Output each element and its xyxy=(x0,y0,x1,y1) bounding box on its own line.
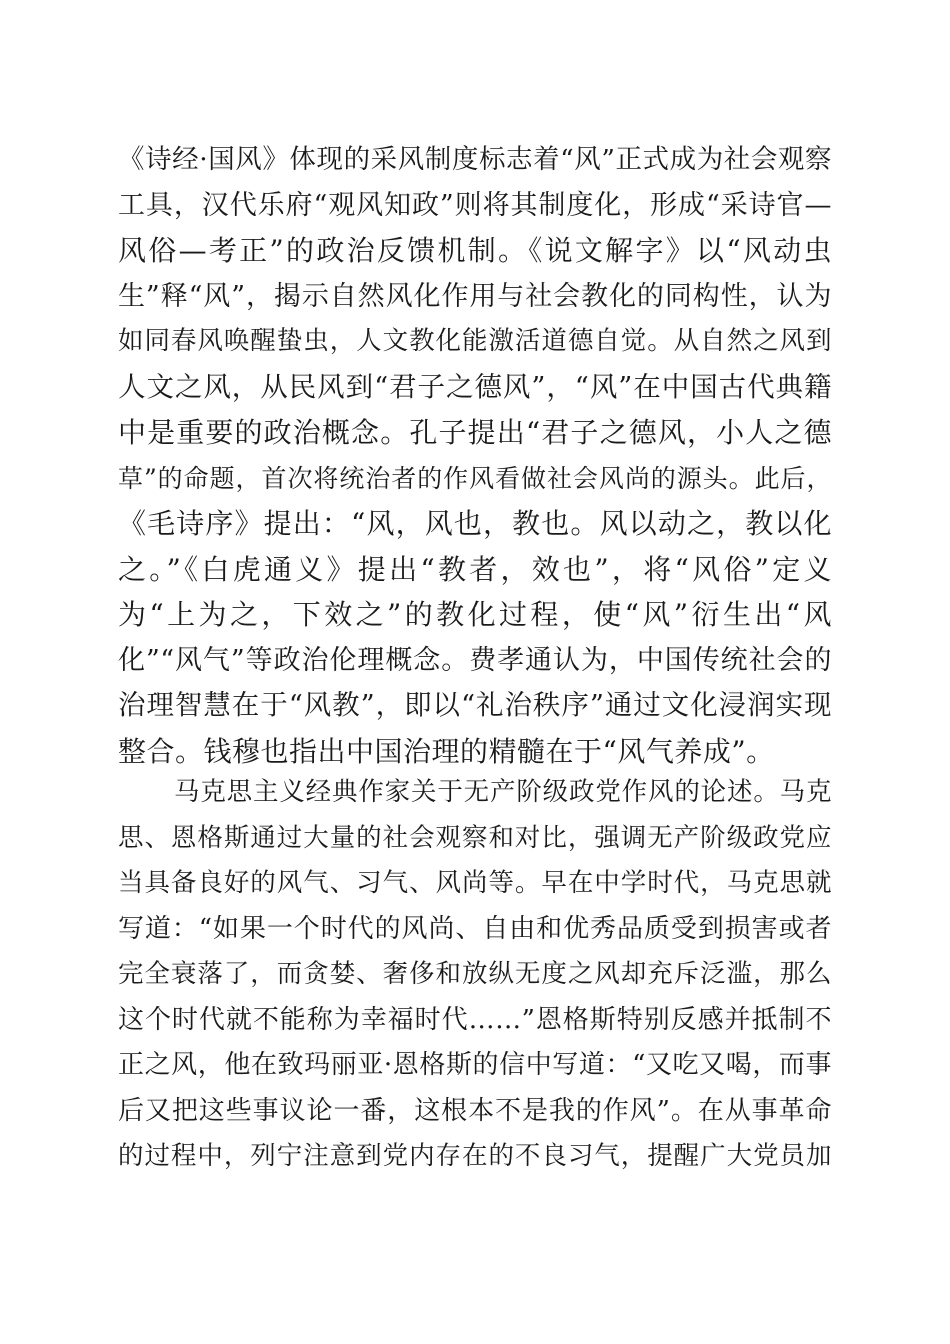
paragraph-line: 思、恩格斯通过大量的社会观察和对比，强调无产阶级政党应 xyxy=(118,822,832,853)
paragraph-1 xyxy=(118,137,832,774)
paragraph-2 xyxy=(118,770,832,1180)
paragraph-line: 草”的命题，首次将统治者的作风看做社会风尚的源头。此后， xyxy=(118,463,832,493)
paragraph-line: 《诗经·国风》体现的采风制度标志着“风”正式成为社会观察 xyxy=(118,144,832,175)
paragraph-line: 生”释“风”，揭示自然风化作用与社会教化的同构性，认为 xyxy=(118,280,832,312)
paragraph-line: 化”“风气”等政治伦理概念。费孝通认为，中国传统社会的 xyxy=(118,644,832,676)
paragraph-line: 治理智慧在于“风教”，即以“礼治秩序”通过文化浸润实现 xyxy=(118,689,832,721)
paragraph-line: 当具备良好的风气、习气、风尚等。早在中学时代，马克思就 xyxy=(118,868,832,898)
paragraph-line: 完全衰落了，而贪婪、奢侈和放纵无度之风却充斥泛滥，那么 xyxy=(118,959,832,989)
paragraph-line: 后又把这些事议论一番，这根本不是我的作风”。在从事革命 xyxy=(118,1095,832,1126)
paragraph-line: 为“上为之，下效之”的教化过程，使“风”衍生出“风 xyxy=(118,598,832,631)
paragraph-line: 马克思主义经典作家关于无产阶级政党作风的论述。马克 xyxy=(174,777,832,807)
paragraph-line: 整合。钱穆也指出中国治理的精髓在于“风气养成”。 xyxy=(118,734,775,768)
paragraph-line: 如同春风唤醒蛰虫，人文教化能激活道德自觉。从自然之风到 xyxy=(118,326,832,356)
paragraph-line: 中是重要的政治概念。孔子提出“君子之德风，小人之德 xyxy=(118,416,832,449)
paragraph-line: 人文之风，从民风到“君子之德风”，“风”在中国古代典籍 xyxy=(118,370,832,403)
paragraph-line: 风俗—考正”的政治反馈机制。《说文解字》以“风动虫 xyxy=(118,234,832,267)
paragraph-line: 的过程中，列宁注意到党内存在的不良习气，提醒广大党员加 xyxy=(118,1141,832,1171)
paragraph-line: 《毛诗序》提出：“风，风也，教也。风以动之，教以化 xyxy=(118,507,832,540)
paragraph-line: 工具，汉代乐府“观风知政”则将其制度化，形成“采诗官— xyxy=(118,189,832,221)
paragraph-line: 写道：“如果一个时代的风尚、自由和优秀品质受到损害或者 xyxy=(118,913,832,944)
paragraph-line: 之。”《白虎通义》提出“教者，效也”，将“风俗”定义 xyxy=(118,552,832,586)
paragraph-line: 这个时代就不能称为幸福时代……”恩格斯特别反感并抵制不 xyxy=(118,1004,832,1035)
paragraph-line: 正之风，他在致玛丽亚·恩格斯的信中写道：“又吃又喝，而事 xyxy=(118,1050,832,1080)
